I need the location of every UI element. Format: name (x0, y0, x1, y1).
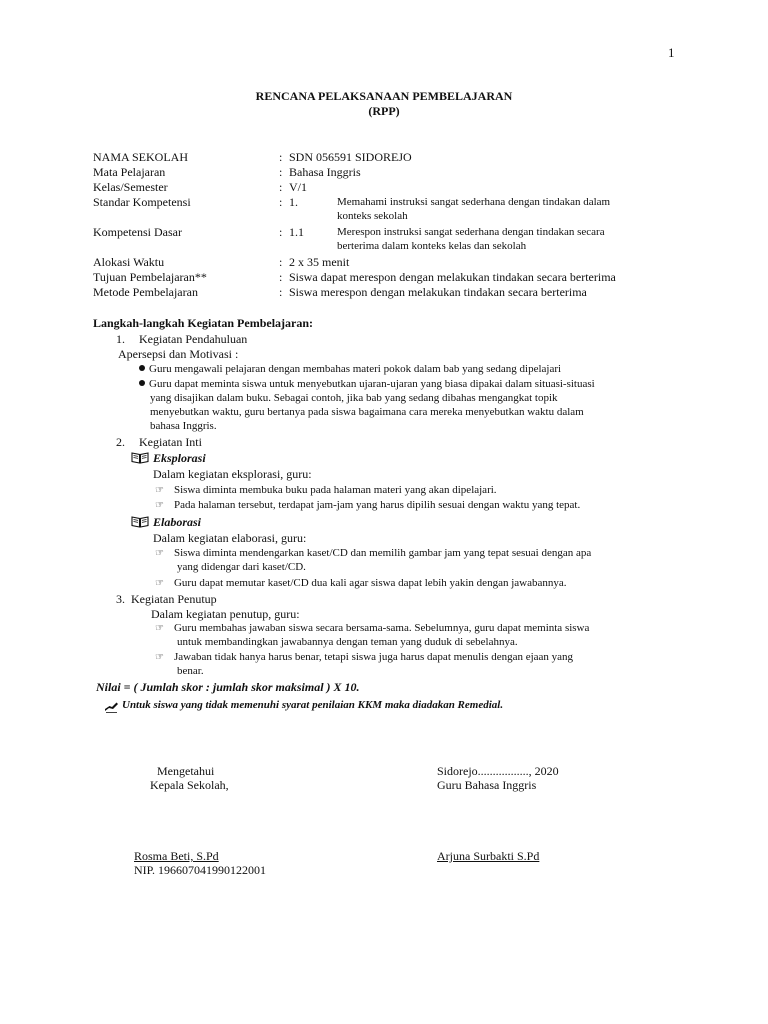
document-title: RENCANA PELAKSANAAN PEMBELAJARAN (255, 89, 513, 103)
penutup-item-1-line2: untuk membandingkan jawabannya dengan teman yang duduk di sebelahnya. (177, 636, 518, 648)
label-standar-kompetensi: Standar Kompetensi (93, 195, 191, 209)
colon: : (279, 180, 283, 194)
pointing-hand-icon: ☞ (155, 578, 164, 589)
colon: : (279, 255, 283, 269)
colon: : (279, 165, 283, 179)
signature-left-name: Rosma Beti, S.Pd (134, 849, 219, 863)
colon: : (279, 195, 283, 209)
inti-number: 2. (116, 435, 125, 449)
value-metode-pembelajaran: Siswa merespon dengan melakukan tindakan secara berterima (289, 285, 587, 299)
pendahuluan-title: Kegiatan Pendahuluan (139, 332, 248, 346)
eksplorasi-heading: Eksplorasi (153, 451, 206, 465)
elaborasi-heading: Elaborasi (153, 515, 202, 529)
remedial-note: Untuk siswa yang tidak memenuhi syarat penilaian KKM maka diadakan Remedial. (122, 699, 504, 711)
item-text: Siswa diminta membuka buku pada halaman materi yang akan dipelajari. (173, 484, 497, 496)
label-kelas-semester: Kelas/Semester (93, 180, 168, 194)
writing-hand-icon (104, 700, 119, 712)
open-book-icon (131, 451, 149, 464)
open-book-icon (131, 515, 149, 528)
elaborasi-item-2 (155, 577, 566, 589)
pendahuluan-bullet-2 (139, 378, 595, 390)
pointing-hand-icon: ☞ (155, 485, 164, 496)
penutup-item-1 (155, 622, 589, 634)
signature-left-role: Kepala Sekolah, (150, 778, 229, 792)
pointing-hand-icon: ☞ (155, 500, 164, 511)
value-tujuan-pembelajaran: Siswa dapat merespon dengan melakukan tindakan secara berterima (289, 270, 616, 284)
signature-left-heading: Mengetahui (157, 764, 215, 778)
pointing-hand-icon: ☞ (155, 548, 164, 559)
standar-kompetensi-number: 1. (289, 195, 298, 209)
colon: : (279, 150, 283, 164)
elaborasi-intro: Dalam kegiatan elaborasi, guru: (153, 531, 307, 545)
bullet-text: Guru mengawali pelajaran dengan membahas materi pokok dalam bab yang sedang dipelajari (149, 363, 562, 375)
value-standar-kompetensi-line1: Memahami instruksi sangat sederhana dengan tindakan dalam (337, 196, 611, 208)
pendahuluan-bullet-2-line3: menyebutkan waktu, guru bertanya pada siswa bagaimana cara mereka menyebutkan waktu dalam (150, 406, 584, 418)
item-text: Guru dapat memutar kaset/CD dua kali agar siswa dapat lebih yakin dengan jawabannya. (173, 577, 567, 589)
value-kompetensi-dasar-line1: Merespon instruksi sangat sederhana dengan tindakan secara (337, 226, 605, 238)
colon: : (279, 270, 283, 284)
pointing-hand-icon: ☞ (155, 652, 164, 663)
signature-right-name: Arjuna Surbakti S.Pd (437, 849, 540, 863)
bullet-text: Guru dapat meminta siswa untuk menyebutkan ujaran-ujaran yang biasa dipakai dalam situasi-situasi (149, 378, 595, 390)
eksplorasi-intro: Dalam kegiatan eksplorasi, guru: (153, 467, 312, 481)
steps-heading: Langkah-langkah Kegiatan Pembelajaran: (93, 316, 314, 330)
value-standar-kompetensi-line2: konteks sekolah (337, 210, 408, 222)
penutup-intro: Dalam kegiatan penutup, guru: (151, 607, 300, 621)
apersepsi-label: Apersepsi dan Motivasi : (118, 347, 239, 361)
penutup-item-2 (155, 651, 573, 663)
label-kompetensi-dasar: Kompetensi Dasar (93, 225, 182, 239)
document-subtitle: (RPP) (368, 104, 400, 118)
bullet-icon (139, 365, 145, 371)
value-alokasi-waktu: 2 x 35 menit (289, 255, 350, 269)
label-nama-sekolah: NAMA SEKOLAH (93, 150, 189, 164)
value-kelas-semester: V/1 (289, 180, 307, 194)
signature-right-role: Guru Bahasa Inggris (437, 778, 537, 792)
label-alokasi-waktu: Alokasi Waktu (93, 255, 165, 269)
penutup-number: 3. (116, 592, 125, 606)
elaborasi-item-1 (155, 547, 591, 559)
label-tujuan-pembelajaran: Tujuan Pembelajaran** (93, 270, 207, 284)
kompetensi-dasar-number: 1.1 (289, 225, 304, 239)
penutup-title: Kegiatan Penutup (131, 592, 217, 606)
page-number: 1 (668, 45, 675, 60)
item-text: Siswa diminta mendengarkan kaset/CD dan memilih gambar jam yang tepat sesuai dengan apa (173, 547, 592, 559)
item-text: Jawaban tidak hanya harus benar, tetapi siswa juga harus dapat menulis dengan ejaan yang (173, 651, 574, 663)
value-kompetensi-dasar-line2: berterima dalam konteks kelas dan sekolah (337, 240, 527, 252)
signature-right-place-date: Sidorejo................., 2020 (437, 764, 559, 778)
label-metode-pembelajaran: Metode Pembelajaran (93, 285, 198, 299)
colon: : (279, 285, 283, 299)
pendahuluan-bullet-1 (139, 363, 561, 375)
bullet-icon (139, 380, 145, 386)
pendahuluan-bullet-2-line4: bahasa Inggris. (150, 420, 217, 432)
colon: : (279, 225, 283, 239)
item-text: Guru membahas jawaban siswa secara bersama-sama. Sebelumnya, guru dapat meminta siswa (173, 622, 590, 634)
value-nama-sekolah: SDN 056591 SIDOREJO (289, 150, 412, 164)
nilai-formula: Nilai = ( Jumlah skor : jumlah skor maksimal ) X 10. (96, 680, 360, 694)
pendahuluan-bullet-2-line2: yang disajikan dalam buku. Sebagai contoh, jika bab yang sedang dibahas mengangkat topik (150, 392, 558, 404)
label-mata-pelajaran: Mata Pelajaran (93, 165, 166, 179)
pendahuluan-number: 1. (116, 332, 125, 346)
signature-left-nip: NIP. 196607041990122001 (134, 863, 267, 877)
eksplorasi-item-2 (155, 499, 580, 511)
eksplorasi-item-1 (155, 484, 497, 496)
item-text: Pada halaman tersebut, terdapat jam-jam yang harus dipilih sesuai dengan waktu yang tepat. (173, 499, 581, 511)
value-mata-pelajaran: Bahasa Inggris (289, 165, 361, 179)
elaborasi-item-1-line2: yang didengar dari kaset/CD. (177, 561, 306, 573)
penutup-item-2-line2: benar. (177, 665, 204, 677)
inti-title: Kegiatan Inti (139, 435, 202, 449)
pointing-hand-icon: ☞ (155, 623, 164, 634)
